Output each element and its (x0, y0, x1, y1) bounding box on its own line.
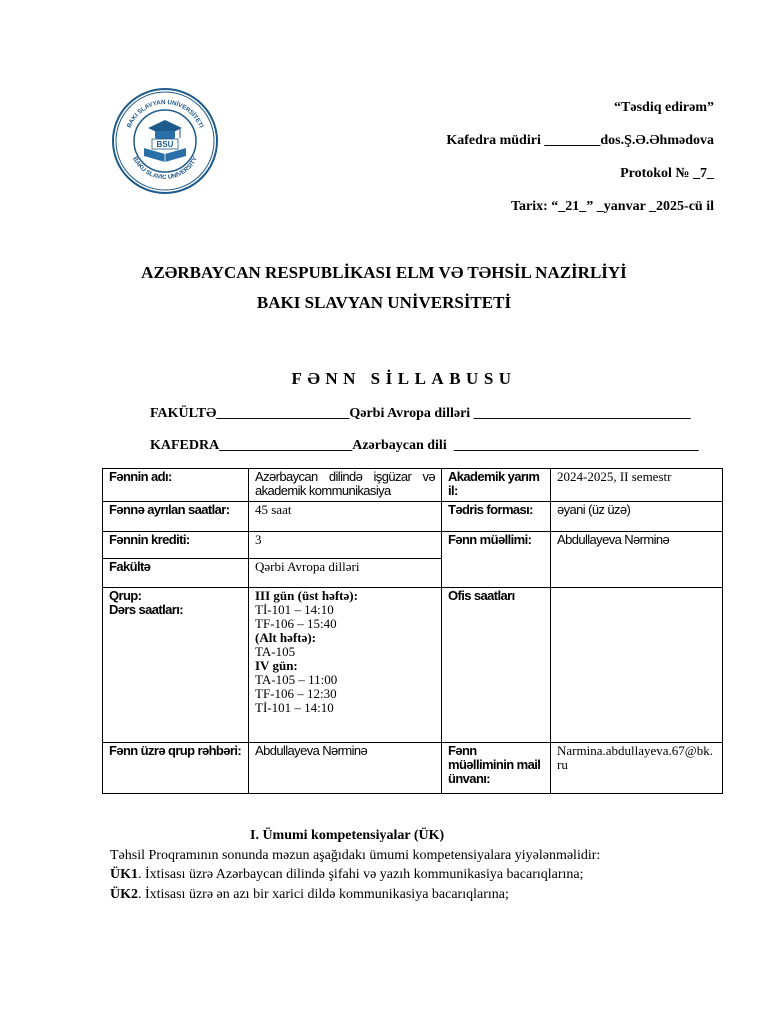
schedule-line: Tİ-101 – 14:10 (255, 602, 334, 617)
faculty-label: Fakültə (103, 559, 249, 588)
office-hours-value (551, 588, 723, 743)
teaching-form-value: əyani (üz üzə) (551, 502, 723, 532)
competency-code: ÜK2 (110, 887, 138, 902)
subject-value: Azərbaycan dilində işgüzar və akademik kommunikasiya (249, 469, 442, 502)
competencies-title: I. Ümumi kompetensiyalar (ÜK) (250, 828, 445, 843)
course-info-table (102, 468, 723, 794)
bsu-seal-icon (110, 86, 220, 196)
competency-text: . İxtisası üzrə ən azı bir xarici dildə kommunikasiya bacarıqlarına; (138, 887, 509, 902)
teacher-label: Fənn müəllimi: (442, 532, 551, 588)
group-hours-label (103, 588, 249, 743)
teaching-form-label: Tədris forması: (442, 502, 551, 532)
competency-text: . İxtisası üzrə Azərbaycan dilində şifahi və yazıh kommunikasiya bacarıqlarına; (138, 867, 584, 882)
schedule-cell (249, 588, 442, 743)
competency-item (110, 867, 584, 883)
credit-value: 3 (249, 532, 442, 559)
table-row (103, 588, 723, 743)
hours-value: 45 saat (249, 502, 442, 532)
schedule-line: Tİ-101 – 14:10 (255, 700, 334, 715)
competency-item (110, 887, 509, 903)
office-hours-label: Ofis saatları (442, 588, 551, 743)
schedule-line: (Alt həftə): (255, 630, 316, 645)
teacher-value: Abdullayeva Nərminə (551, 532, 723, 588)
table-row (103, 743, 723, 794)
faculty-value: Qərbi Avropa dilləri (249, 559, 442, 588)
subject-label: Fənnin adı: (103, 469, 249, 502)
group-lead-label: Fənn üzrə qrup rəhbəri: (103, 743, 249, 794)
semester-value: 2024-2025, II semestr (551, 469, 723, 502)
email-value: Narmina.abdullayeva.67@bk.ru (551, 743, 723, 794)
approval-title: “Təsdiq edirəm” (614, 100, 714, 115)
group-lead-value: Abdullayeva Nərminə (249, 743, 442, 794)
table-row (103, 532, 723, 559)
schedule-line: TF-106 – 15:40 (255, 616, 337, 631)
semester-label: Akademik yarım il: (442, 469, 551, 502)
department-line: KAFEDRA___________________Azərbaycan dili ___________________________________ (150, 438, 699, 453)
schedule-line: III gün (üst həftə): (255, 588, 358, 603)
faculty-line: FAKÜLTƏ___________________Qərbi Avropa dilləri _______________________________ (150, 406, 691, 421)
document-title: FƏNN SİLLABUSU (291, 369, 517, 388)
date-line: Tarix: “_21_” _yanvar _2025-cü il (510, 199, 714, 214)
group-label: Qrup: (109, 588, 142, 603)
table-row (103, 502, 723, 532)
table-row (103, 469, 723, 502)
svg-text:BAKI SLAVYAN UNİVERSİTETİ: BAKI SLAVYAN UNİVERSİTETİ (125, 98, 205, 129)
competencies-intro: Təhsil Proqramının sonunda məzun aşağıdakı ümumi kompetensiyalara yiyələnməlidir: (110, 848, 601, 863)
svg-text:BSU: BSU (156, 140, 174, 149)
class-hours-label: Dərs saatları: (109, 602, 183, 617)
ministry-heading: AZƏRBAYCAN RESPUBLİKASI ELM VƏ TƏHSİL NAZİRLİYİ (141, 263, 627, 282)
schedule-line: TA-105 (255, 644, 296, 659)
hours-label: Fənnə ayrılan saatlar: (103, 502, 249, 532)
approval-block (446, 99, 714, 231)
svg-text:BAKU SLAVIC UNIVERSITY: BAKU SLAVIC UNIVERSITY (131, 155, 199, 182)
credit-label: Fənnin krediti: (103, 532, 249, 559)
protocol-line: Protokol № _7_ (620, 166, 714, 181)
email-label: Fənn müəlliminin mail ünvanı: (442, 743, 551, 794)
university-logo (110, 86, 220, 196)
schedule-line: IV gün: (255, 658, 298, 673)
competency-code: ÜK1 (110, 867, 138, 882)
university-heading: BAKI SLAVYAN UNİVERSİTETİ (256, 293, 512, 312)
schedule-line: TA-105 – 11:00 (255, 672, 338, 687)
schedule-line: TF-106 – 12:30 (255, 686, 337, 701)
department-head-line: Kafedra müdiri ________dos.Ş.Ə.Əhmədova (446, 133, 714, 148)
